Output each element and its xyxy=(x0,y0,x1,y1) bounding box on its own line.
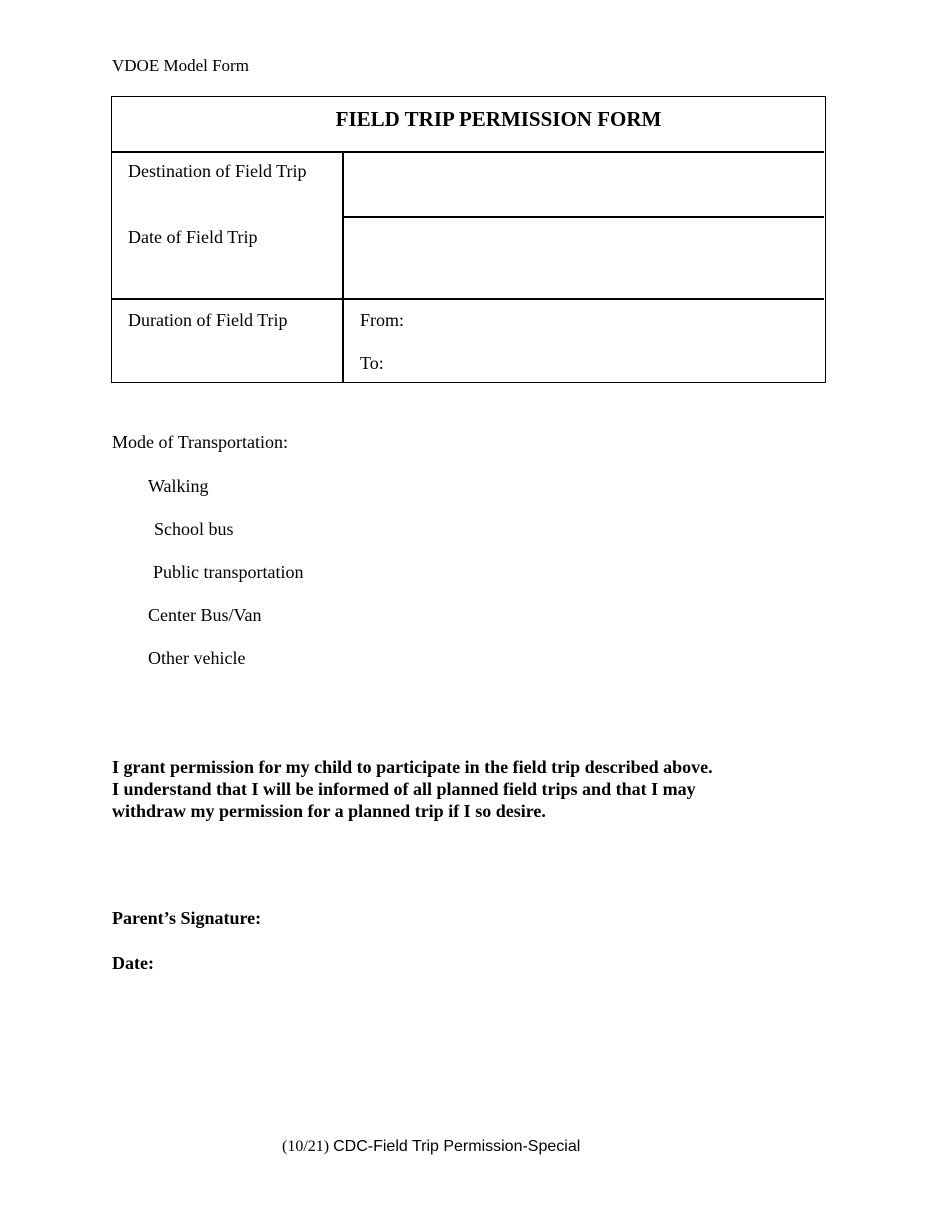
transport-option-other-vehicle[interactable]: Other vehicle xyxy=(148,648,246,668)
duration-to-label[interactable]: To: xyxy=(360,353,384,373)
transport-option-school-bus[interactable]: School bus xyxy=(154,519,234,539)
transport-option-public-transportation[interactable]: Public transportation xyxy=(153,562,304,582)
divider xyxy=(112,298,824,300)
duration-label: Duration of Field Trip xyxy=(128,310,288,330)
transportation-heading: Mode of Transportation: xyxy=(112,432,289,452)
permission-line: withdraw my permission for a planned trip if I so desire. xyxy=(112,801,546,821)
footer-form-code: CDC-Field Trip Permission-Special xyxy=(333,1138,581,1155)
transport-option-center-bus-van[interactable]: Center Bus/Van xyxy=(148,605,262,625)
date-signed-label[interactable]: Date: xyxy=(112,953,154,973)
permission-line: I understand that I will be informed of all planned field trips and that I may xyxy=(112,779,696,799)
form-footer xyxy=(282,1138,580,1156)
permission-line: I grant permission for my child to participate in the field trip described above. xyxy=(112,757,713,777)
parent-signature-label[interactable]: Parent’s Signature: xyxy=(112,908,262,928)
destination-label: Destination of Field Trip xyxy=(128,161,307,181)
date-field[interactable] xyxy=(343,218,823,297)
footer-date-code: (10/21) xyxy=(282,1138,330,1155)
permission-statement xyxy=(112,756,792,822)
transport-option-walking[interactable]: Walking xyxy=(148,476,209,496)
duration-from-label[interactable]: From: xyxy=(360,310,405,330)
destination-field[interactable] xyxy=(343,153,823,215)
form-title: FIELD TRIP PERMISSION FORM xyxy=(335,107,662,131)
org-label: VDOE Model Form xyxy=(112,56,249,75)
date-label: Date of Field Trip xyxy=(128,227,258,247)
